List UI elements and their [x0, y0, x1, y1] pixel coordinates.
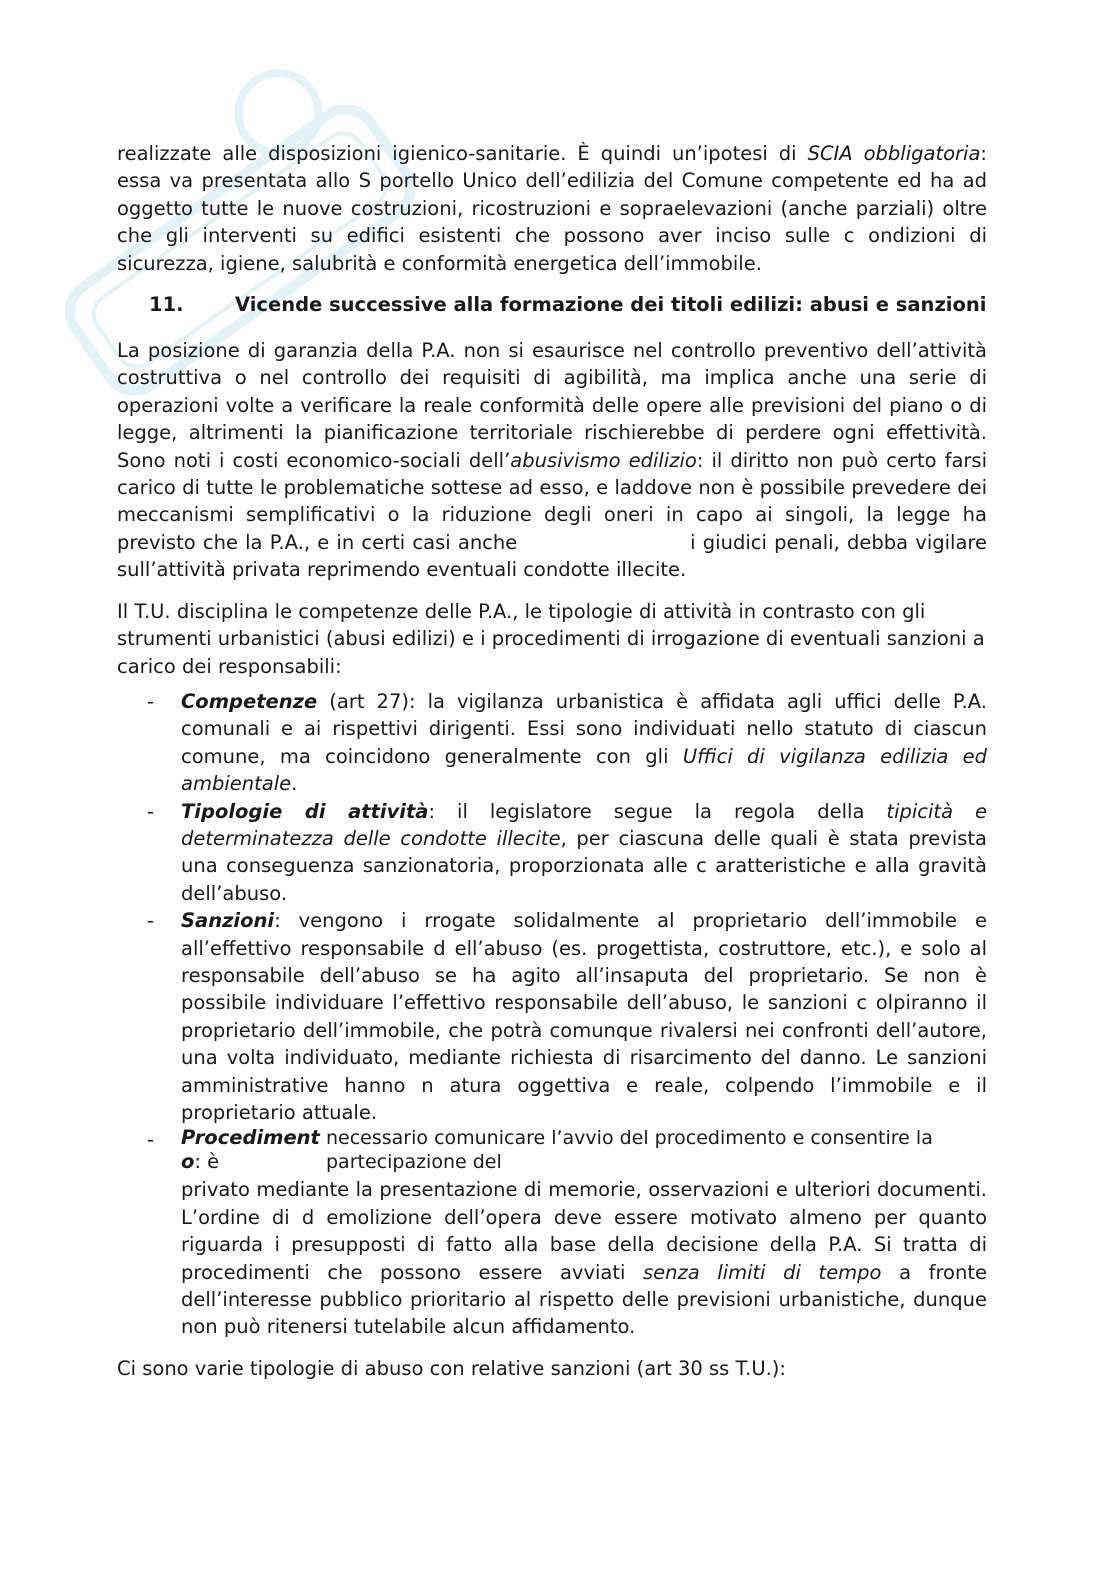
section-title: Vicende successive alla formazione dei titoli edilizi: abusi e sanzioni [235, 293, 987, 317]
document-body [117, 140, 994, 1382]
closing-paragraph: Ci sono varie tipologie di abuso con relative sanzioni (art 30 ss T.U.): [117, 1356, 786, 1380]
paragraph-tu: Il T.U. disciplina le competenze delle P.A., le tipologie di attività in contrasto con gli strumenti urbanistici (abusi edilizi) e i procedimenti di irrogazione di eventuali sanzioni a carico dei responsabili: [117, 599, 985, 678]
section-heading [117, 293, 987, 317]
list-item-sanzioni: - Sanzioni: vengono i rrogate solidalmente al proprietario dell’immobile e all’effettivo responsabile d ell’abuso (es. progettista, costruttore, etc.), e solo al responsabile dell’abuso se ha agito all’insaputa del proprietario. Se non è possibile individuare l’effettivo responsabile dell’abuso, le sanzioni c olpiranno il proprietario dell’immobile, che potrà comunque rivalersi nei confronti dell’autore, una volta individuato, mediante richiesta di risarcimento del danno. Le sanzioni amministrative hanno n atura oggettiva e reale, colpendo l’immobile e il proprietario attuale. [147, 909, 987, 1124]
list-item-procedimento: - Procediment necessario comunicare l’avvio del procedimento e consentire la o: è partecipazione del privato mediante la presentazione di memorie, osservazioni e ulteriori documenti. L’ordine di d emolizione dell’opera deve essere motivato almeno per quanto riguarda i presupposti di fatto alla base della decisione della P.A. Si tratta di procedimenti che possono essere avviati senza limiti di tempo a fronte dell’interesse pubblico prioritario al rispetto delle previsioni urbanistiche, dunque non può ritenersi tutelabile alcun affidamento. [147, 1126, 987, 1339]
paragraph-garanzia: La posizione di garanzia della P.A. non si esaurisce nel controllo preventivo dell’attività costruttiva o nel controllo dei requisiti di agibilità, ma implica anche una serie di operazioni volte a verificare la reale conformità delle opere alle previsioni del piano o di legge, altrimenti la pianificazione territoriale rischierebbe di perdere ogni effettività. Sono noti i costi economico-sociali dell’abusivismo edilizio: il diritto non può certo farsi carico di tutte le problematiche sottese ad esso, e laddove non è possibile prevedere dei meccanismi semplificativi o la riduzione degli oneri in capo ai singoli, la legge ha previsto che la P.A., e in certi casi anche i giudici penali, debba vigilare sull’attività privata reprimendo eventuali condotte illecite. [117, 339, 994, 582]
intro-paragraph: realizzate alle disposizioni igienico-sanitarie. È quindi un’ipotesi di SCIA obbligatoria: essa va presentata allo S portello Unico dell’edilizia del Comune competente ed ha ad oggetto tutte le nuove costruzioni, ricostruzioni e sopraelevazioni (anche parziali) oltre che gli interventi su edifici esistenti che possono aver inciso sulle c ondizioni di sicurezza, igiene, salubrità e conformità energetica dell’immobile. [117, 142, 987, 275]
bullet-list [117, 688, 987, 1341]
list-item-tipologie: - Tipologie di attività: il legislatore segue la regola della tipicità e determinatezza delle condotte illecite, per ciascuna delle quali è stata prevista una conseguenza sanzionatoria, proporzionata alle c aratteristiche e alla gravità dell’abuso. [147, 799, 988, 905]
section-number: 11. [149, 293, 184, 317]
list-item-competenze: - Competenze (art 27): la vigilanza urbanistica è affidata agli uffici delle P.A. comunali e ai rispettivi dirigenti. Essi sono individuati nello statuto di ciascun comune, ma coincidono generalmente con gli Uffici di vigilanza edilizia ed ambientale. [147, 689, 988, 796]
